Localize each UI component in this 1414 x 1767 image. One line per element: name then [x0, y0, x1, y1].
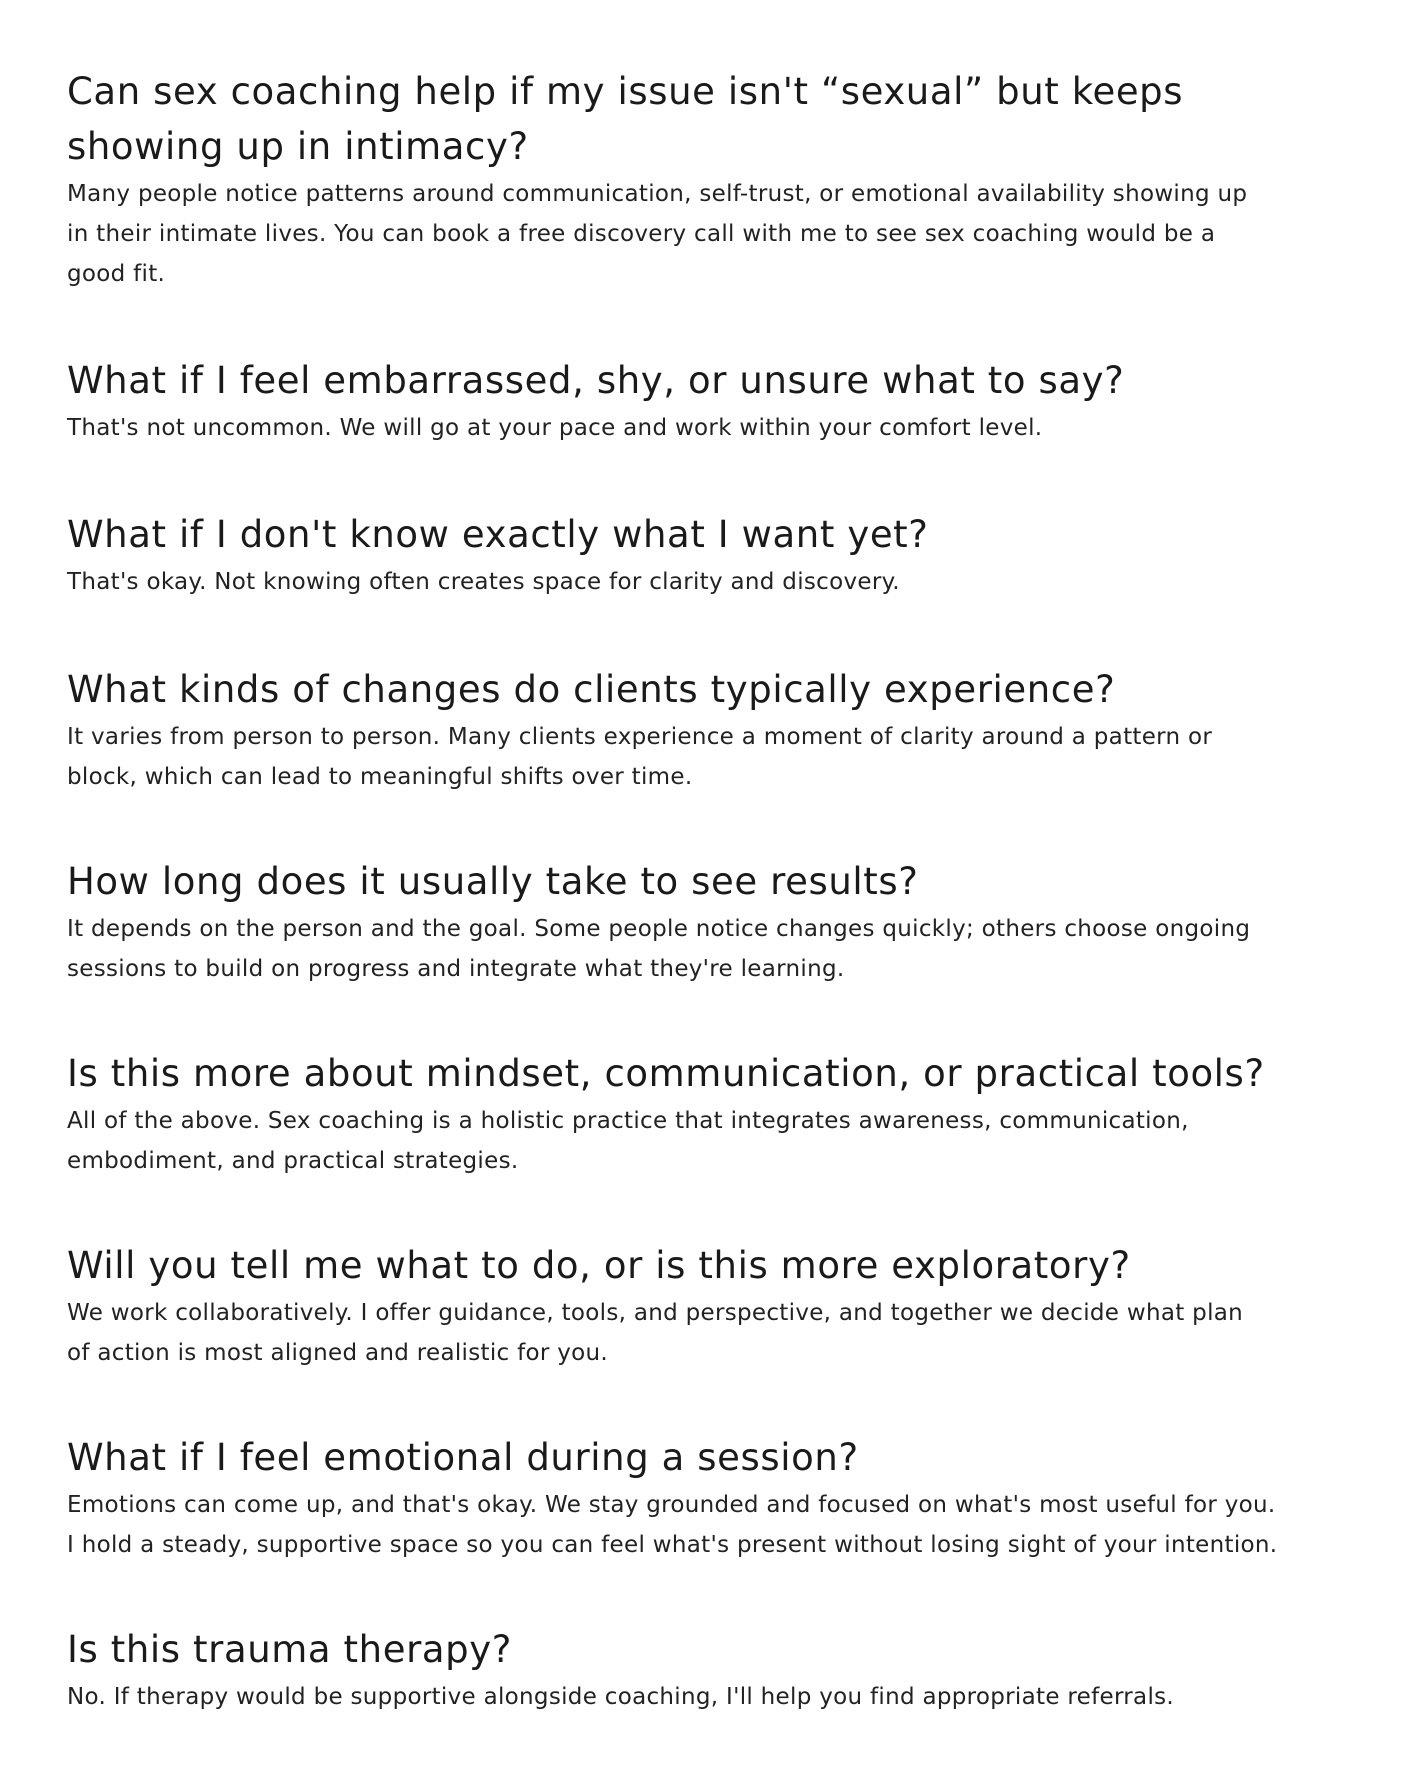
faq-answer: Emotions can come up, and that's okay. We stay grounded and focused on what's most useful for you. I hold a steady, supportive space so you can feel what's present without losing sight of your intention.	[67, 1492, 1278, 1558]
faq-question: What kinds of changes do clients typically experience?	[67, 668, 1116, 711]
faq-question: Will you tell me what to do, or is this more exploratory?	[67, 1244, 1131, 1287]
faq-answer: No. If therapy would be supportive alongside coaching, I'll help you find appropriate referrals.	[67, 1684, 1175, 1710]
faq-item	[67, 1622, 1377, 1717]
faq-answer: It depends on the person and the goal. Some people notice changes quickly; others choose ongoing sessions to build on progress and integrate what they're learning.	[67, 916, 1251, 982]
faq-question: What if I feel emotional during a session?	[67, 1436, 859, 1479]
faq-question: What if I don't know exactly what I want yet?	[67, 513, 929, 556]
faq-answer: All of the above. Sex coaching is a holistic practice that integrates awareness, communication, embodiment, and practical strategies.	[67, 1108, 1189, 1174]
faq-question: How long does it usually take to see results?	[67, 860, 919, 903]
faq-item	[67, 353, 1377, 448]
faq-question: What if I feel embarrassed, shy, or unsure what to say?	[67, 359, 1125, 402]
faq-answer: Many people notice patterns around communication, self-trust, or emotional availability showing up in their intimate lives. You can book a free discovery call with me to see sex coaching would be a good fit.	[67, 181, 1248, 287]
faq-answer: We work collaboratively. I offer guidance, tools, and perspective, and together we decide what plan of action is most aligned and realistic for you.	[67, 1300, 1244, 1366]
faq-item	[67, 1046, 1377, 1181]
faq-answer: It varies from person to person. Many clients experience a moment of clarity around a pattern or block, which can lead to meaningful shifts over time.	[67, 724, 1213, 790]
faq-answer: That's okay. Not knowing often creates space for clarity and discovery.	[67, 569, 900, 595]
faq-item	[67, 1430, 1377, 1565]
faq-question: Is this more about mindset, communication, or practical tools?	[67, 1052, 1265, 1095]
faq-item	[67, 64, 1377, 294]
faq-item	[67, 1238, 1377, 1373]
faq-answer: That's not uncommon. We will go at your pace and work within your comfort level.	[67, 415, 1043, 441]
faq-question: Can sex coaching help if my issue isn't “sexual” but keeps showing up in intimacy?	[67, 70, 1184, 168]
faq-item	[67, 854, 1377, 989]
faq-item	[67, 507, 1377, 602]
faq-question: Is this trauma therapy?	[67, 1628, 512, 1671]
faq-item	[67, 662, 1377, 797]
